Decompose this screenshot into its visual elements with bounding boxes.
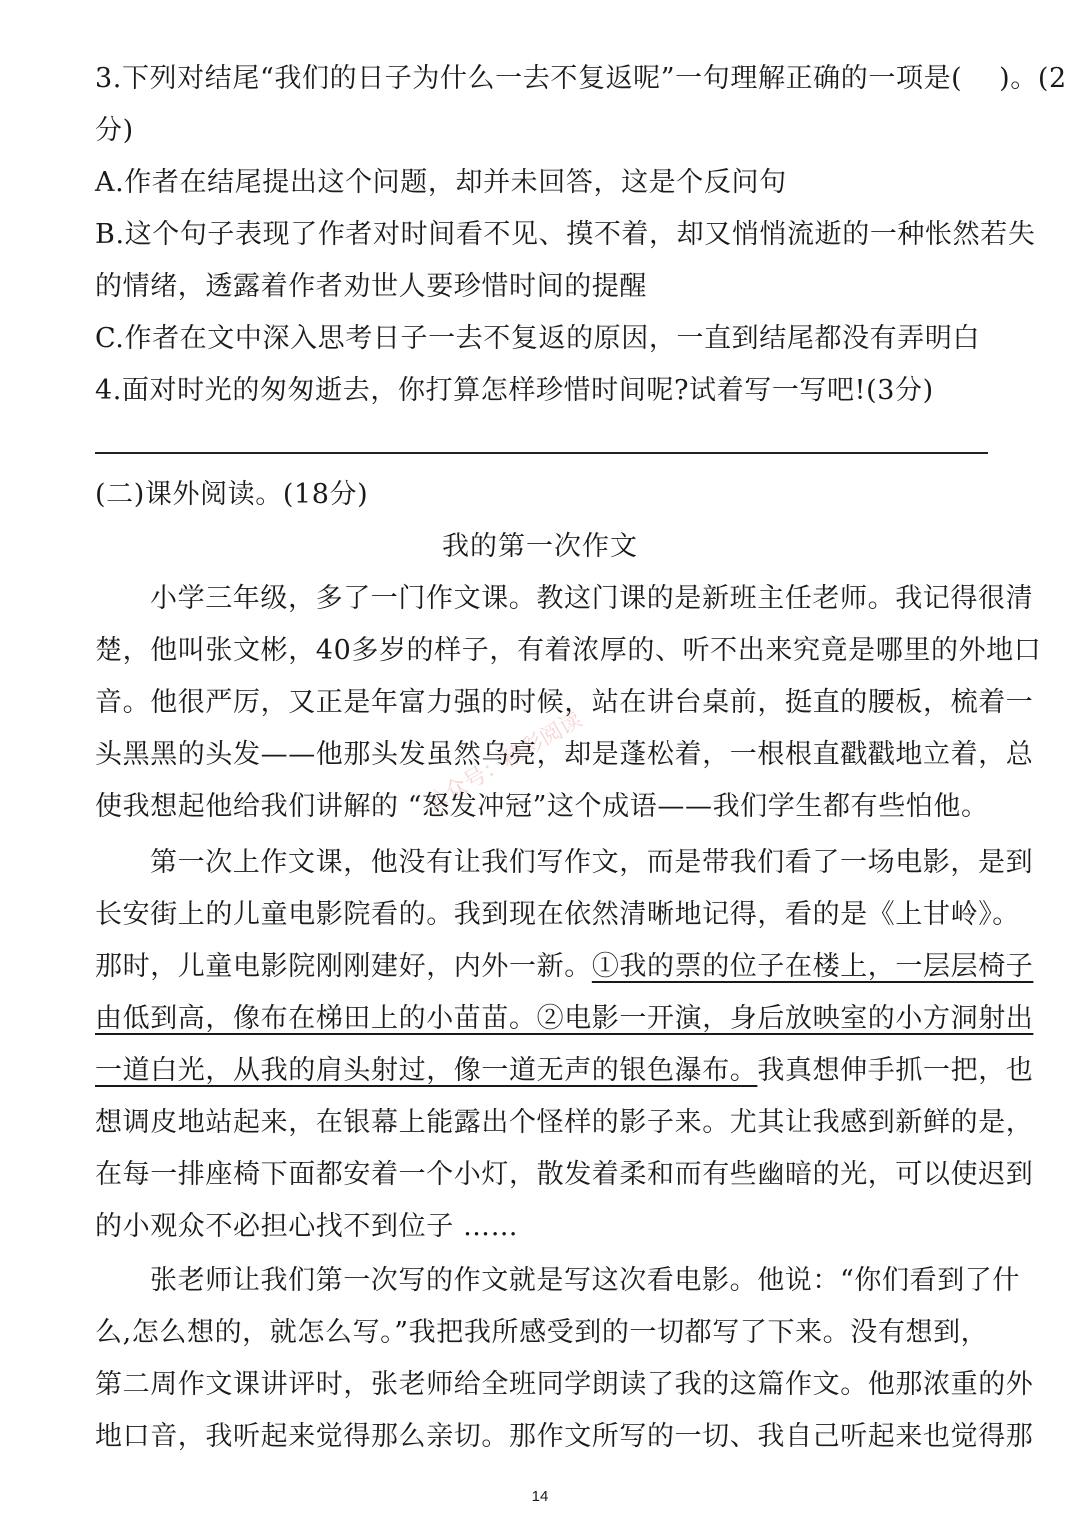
passage-p2-line: 第一次上作文课，他没有让我们写作文，而是带我们看了一场电影，是到: [150, 847, 1034, 878]
passage-p2-line: [95, 1002, 1033, 1036]
plain-text: 我真想伸手抓一把，也: [757, 1055, 1034, 1086]
passage-p2-line: 想调皮地站起来，在银幕上能露出个怪样的影子来。尤其让我感到新鲜的是，: [95, 1107, 1034, 1138]
passage-p1-line: 小学三年级，多了一门作文课。教这门课的是新班主任老师。我记得很清: [150, 583, 1034, 614]
option-b-line-2: 的情绪，透露着作者劝世人要珍惜时间的提醒: [95, 271, 647, 302]
plain-text: 那时，儿童电影院刚刚建好，内外一新。: [95, 951, 592, 982]
passage-p2-line: [95, 1054, 1033, 1088]
answer-blank-line: [95, 452, 988, 454]
passage-p1-line: 使我想起他给我们讲解的 “怒发冲冠”这个成语——我们学生都有些怕他。: [95, 791, 989, 822]
passage-p2-line: 长安街上的儿童电影院看的。我到现在依然清晰地记得，看的是《上甘岭》。: [95, 899, 1020, 930]
option-c: C.作者在文中深入思考日子一去不复返的原因，一直到结尾都没有弄明白: [95, 323, 981, 354]
passage-p2-line: [95, 950, 1033, 984]
passage-p1-line: 头黑黑的头发——他那头发虽然乌亮，却是蓬松着，一根根直戳戳地立着，总: [95, 739, 1034, 770]
option-a: A.作者在结尾提出这个问题，却并未回答，这是个反问句: [95, 167, 787, 198]
underlined-sentence-2: 由低到高，像布在梯田上的小苗苗。②电影一开演，身后放映室的小方洞射出: [95, 1003, 1034, 1034]
option-b-line-1: B.这个句子表现了作者对时间看不见、摸不着，却又悄悄流逝的一种怅然若失: [95, 219, 1036, 250]
question-4: 4.面对时光的匆匆逝去，你打算怎样珍惜时间呢?试着写一写吧!(3分): [95, 375, 934, 406]
passage-p3-line: 第二周作文课讲评时，张老师给全班同学朗读了我的这篇作文。他那浓重的外: [95, 1369, 1034, 1400]
passage-p3-line: 么,怎么想的，就怎么写。”我把我所感受到的一切都写了下来。没有想到，: [95, 1317, 989, 1348]
passage-p3-line: 张老师让我们第一次写的作文就是写这次看电影。他说：“你们看到了什: [150, 1265, 1021, 1296]
passage-p2-line: 在每一排座椅下面都安着一个小灯，散发着柔和而有些幽暗的光，可以使迟到: [95, 1159, 1034, 1190]
page-number: 14: [531, 1488, 549, 1505]
watermark: 公众号：精彩阅读: [421, 707, 587, 818]
question-3-line-2: 分): [95, 115, 134, 146]
passage-title: 我的第一次作文: [442, 531, 638, 562]
section-heading: (二)课外阅读。(18分): [95, 479, 369, 510]
question-3-line-1: 3.下列对结尾“我们的日子为什么一去不复返呢”一句理解正确的一项是( )。(2: [95, 63, 1067, 94]
passage-p1-line: 楚，他叫张文彬，40多岁的样子，有着浓厚的、听不出来究竟是哪里的外地口: [95, 635, 1042, 666]
passage-p2-line: 的小观众不必担心找不到位子 ……: [95, 1211, 519, 1242]
passage-p3-line: 地口音，我听起来觉得那么亲切。那作文所写的一切、我自己听起来也觉得那: [95, 1421, 1034, 1452]
passage-p1-line: 音。他很严厉，又正是年富力强的时候，站在讲台桌前，挺直的腰板，梳着一: [95, 687, 1034, 718]
underlined-sentence-1: ①我的票的位子在楼上，一层层椅子: [591, 951, 1034, 982]
underlined-sentence-2-end: 一道白光，从我的肩头射过，像一道无声的银色瀑布。: [95, 1055, 758, 1086]
